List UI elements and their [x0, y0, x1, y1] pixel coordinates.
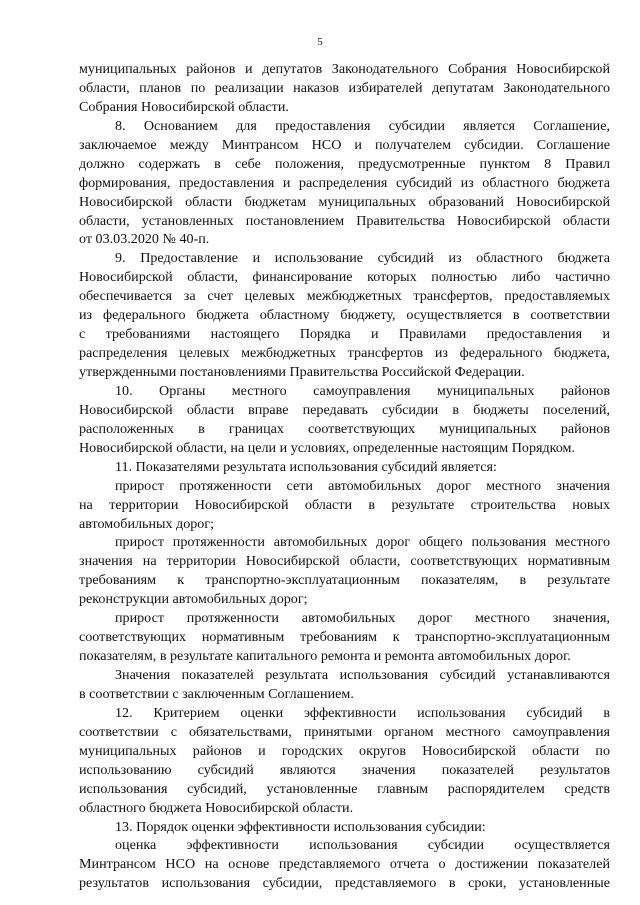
text-line: в соответствии с заключенным Соглашением.	[79, 685, 354, 702]
page-number: 5	[317, 36, 323, 48]
text-line: использования субсидий, установленные главным распорядителем средств	[79, 780, 610, 797]
text-line: значения на территории Новосибирской области, соответствующих нормативным	[79, 553, 610, 570]
text-line: автомобильных дорог;	[79, 515, 215, 532]
text-line: муниципальных районов и депутатов Законодательного Собрания Новосибирской	[79, 61, 610, 77]
text-line: должно содержать в себе положения, предусмотренные пунктом 8 Правил	[79, 155, 610, 172]
text-line: заключаемое между Минтрансом НСО и получателем субсидии. Соглашение	[79, 136, 610, 153]
text-line: Новосибирской области, финансирование которых полностью либо частично	[79, 269, 610, 286]
text-line: показателям, в результате капитального ремонта и ремонта автомобильных дорог.	[79, 648, 571, 665]
text-line: Новосибирской области бюджетам муниципальных образований Новосибирской	[79, 193, 610, 210]
text-line: 13. Порядок оценки эффективности использования субсидии:	[115, 818, 486, 835]
text-line: Собрания Новосибирской области.	[79, 98, 289, 115]
text-line: Новосибирской области, на цели и условиях, определенные настоящим Порядком.	[79, 439, 575, 456]
text-line: 12. Критерием оценки эффективности использования субсидий в	[115, 704, 610, 721]
text-line: Минтрансом НСО на основе представляемого отчета о достижении показателей	[79, 856, 610, 873]
text-line: 10. Органы местного самоуправления муниципальных районов	[115, 382, 610, 399]
text-line: от 03.03.2020 № 40-п.	[79, 231, 210, 248]
text-line: соответствии с обязательствами, принятыми органом местного самоуправления	[79, 723, 610, 740]
text-line: области, установленных постановлением Правительства Новосибирской области	[79, 212, 610, 229]
text-line: распределения целевых межбюджетных трансфертов из федерального бюджета,	[79, 345, 610, 362]
text-line: требованиям к транспортно-эксплуатационным показателям, в результате	[79, 572, 610, 589]
text-line: реконструкции автомобильных дорог;	[79, 591, 308, 608]
text-line: 11. Показателями результата использования субсидий является:	[115, 458, 497, 475]
text-line: оценка эффективности использования субсидии осуществляется	[115, 837, 610, 854]
text-line: Новосибирской области вправе передавать субсидии в бюджеты поселений,	[79, 401, 610, 418]
text-line: результатов использования субсидии, представляемого в сроки, установленные	[79, 875, 610, 892]
text-line: областного бюджета Новосибирской области.	[79, 799, 354, 816]
text-line: формирования, предоставления и распределения субсидий из областного бюджета	[79, 174, 610, 191]
text-line: обеспечивается за счет целевых межбюджетных трансфертов, предоставляемых	[79, 288, 610, 305]
text-line: области, планов по реализации наказов избирателей депутатам Законодательного	[79, 79, 610, 96]
text-line: соответствующих нормативным требованиям к транспортно-эксплуатационным	[79, 629, 610, 646]
text-line: использованию субсидий являются значения показателей результатов	[79, 761, 610, 778]
text-line: прирост протяженности автомобильных дорог местного значения,	[115, 610, 610, 627]
text-line: на территории Новосибирской области в результате строительства новых	[79, 496, 610, 513]
text-line: Значения показателей результата использования субсидий устанавливаются	[115, 667, 610, 683]
text-line: с требованиями настоящего Порядка и Правилами предоставления и	[79, 326, 610, 343]
text-line: утвержденными постановлениями Правительства Российской Федерации.	[79, 364, 525, 380]
text-line: из федерального бюджета областному бюджету, осуществляется в соответствии	[79, 307, 610, 324]
text-line: 8. Основанием для предоставления субсидии является Соглашение,	[115, 117, 610, 134]
text-line: прирост протяженности сети автомобильных дорог местного значения	[115, 477, 610, 494]
text-line: 9. Предоставление и использование субсидий из областного бюджета	[115, 250, 610, 267]
text-line: прирост протяженности автомобильных дорог общего пользования местного	[115, 534, 610, 551]
text-line: муниципальных районов и городских округов Новосибирской области по	[79, 742, 610, 759]
text-line: расположенных в границах соответствующих муниципальных районов	[79, 420, 610, 437]
body-text	[79, 60, 610, 893]
